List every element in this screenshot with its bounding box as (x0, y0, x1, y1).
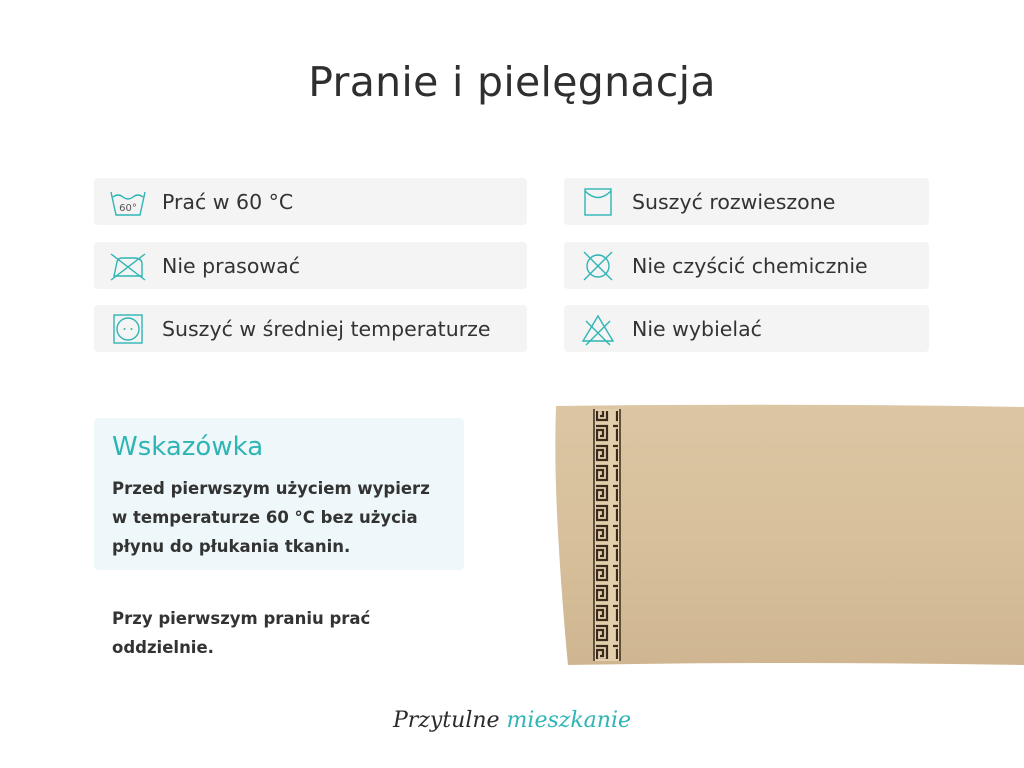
care-item-line-dry (564, 178, 929, 225)
no-iron-icon (108, 246, 148, 286)
care-item-no-iron (94, 242, 527, 289)
care-label: Nie prasować (162, 253, 300, 278)
svg-text:60°: 60° (119, 202, 137, 214)
care-label: Suszyć w średniej temperaturze (162, 316, 491, 341)
care-label: Nie wybielać (632, 316, 762, 341)
care-item-no-bleach (564, 305, 929, 352)
page-title: Pranie i pielęgnacja (308, 58, 716, 106)
wash-60-icon (108, 182, 148, 222)
care-label: Suszyć rozwieszone (632, 189, 836, 214)
logo-part1: Przytulne (392, 708, 500, 733)
logo-part2: mieszkanie (506, 708, 632, 733)
note-text: Przy pierwszym praniu prać oddzielnie. (112, 609, 371, 657)
brand-logo (0, 708, 1024, 733)
no-bleach-icon (578, 309, 618, 349)
care-label: Nie czyścić chemicznie (632, 253, 868, 278)
care-item-tumble-dry-medium (94, 305, 527, 352)
care-item-no-dry-clean (564, 242, 929, 289)
care-label: Prać w 60 °C (162, 189, 294, 214)
tip-box (94, 418, 464, 570)
tip-heading: Wskazówka (112, 432, 264, 462)
tip-body: Przed pierwszym użyciem wypierz w temperaturze 60 °C bez użycia płynu do płukania tkanin. (112, 479, 430, 556)
no-dry-clean-icon (578, 246, 618, 286)
tumble-dry-medium-icon (108, 309, 148, 349)
line-dry-icon (578, 182, 618, 222)
towel-image (550, 403, 1024, 667)
care-item-wash-60 (94, 178, 527, 225)
